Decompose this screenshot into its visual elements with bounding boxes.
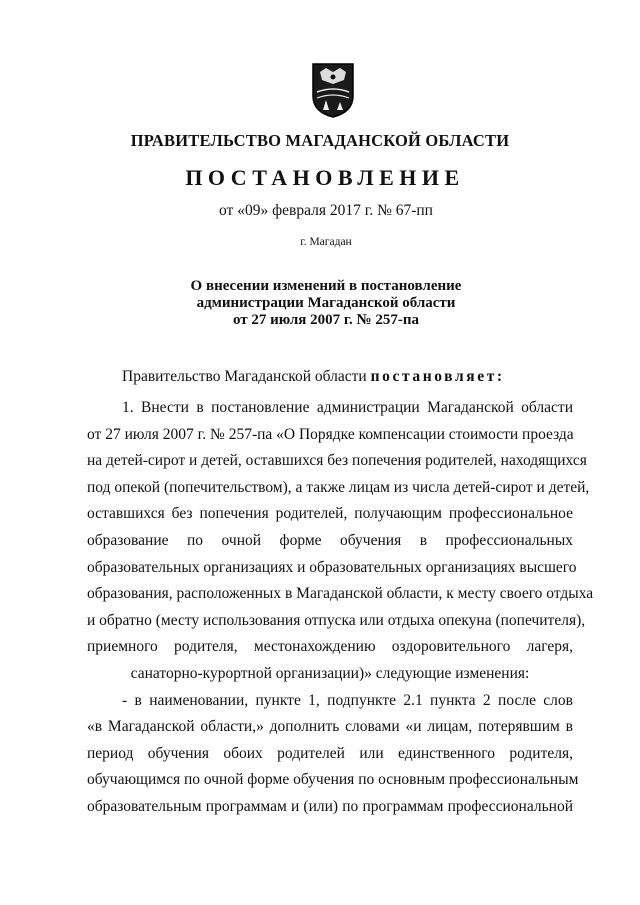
text-line: обучающимся по очной форме обучения по основным профессиональным: [87, 771, 579, 789]
body-text: [87, 395, 594, 821]
text-line: санаторно-курортной организации)» следующие изменения:: [130, 664, 530, 682]
text-line: от 27 июля 2007 г. № 257-па «О Порядке компенсации стоимости проезда: [87, 425, 574, 443]
text-line: образовательным программам и (или) по программам профессиональной: [87, 797, 573, 815]
text-line: образования, расположенных в Магаданской области, к месту своего отдыха: [87, 585, 594, 603]
text-line: период обучения обоих родителей или единственного родителя,: [87, 744, 573, 762]
text-line: 1. Внести в постановление администрации Магаданской области: [122, 399, 573, 416]
text-line: под опекой (попечительством), а также лицам из числа детей-сирот и детей,: [87, 478, 590, 496]
text-line: образование по очной форме обучения в профессиональных: [87, 531, 573, 549]
preamble-verb: постановляет:: [370, 368, 505, 385]
document-type-title: ПОСТАНОВЛЕНИЕ: [185, 165, 465, 190]
text-line: образовательных организациях и образовательных организациях высшего: [87, 558, 577, 576]
text-line: и обратно (месту использования отпуска или отдыха опекуна (попечителя),: [87, 611, 586, 629]
text-line: «в Магаданской области,» дополнить словами «и лицам, потерявшим в: [87, 718, 573, 736]
subject-line: от 27 июля 2007 г. № 257-па: [232, 312, 419, 328]
preamble: [122, 368, 505, 386]
preamble-text: Правительство Магаданской области: [122, 368, 371, 385]
document-subject: [0, 278, 640, 329]
document-city: г. Магадан: [300, 236, 352, 248]
text-line: приемного родителя, местонахождению оздоровительного лагеря,: [87, 638, 573, 656]
text-line: на детей-сирот и детей, оставшихся без попечения родителей, находящихся: [87, 452, 587, 470]
subject-line: О внесении изменений в постановление: [190, 278, 462, 294]
text-line: - в наименовании, пункте 1, подпункте 2.1 пункта 2 после слов: [122, 691, 573, 709]
subject-line: администрации Магаданской области: [196, 295, 456, 311]
government-title: ПРАВИТЕЛЬСТВО МАГАДАНСКОЙ ОБЛАСТИ: [130, 131, 510, 150]
text-line: оставшихся без попечения родителей, получающим профессиональное: [87, 505, 573, 523]
document-date-number: от «09» февраля 2017 г. № 67-пп: [219, 202, 433, 219]
coat-of-arms-icon: [311, 62, 355, 118]
